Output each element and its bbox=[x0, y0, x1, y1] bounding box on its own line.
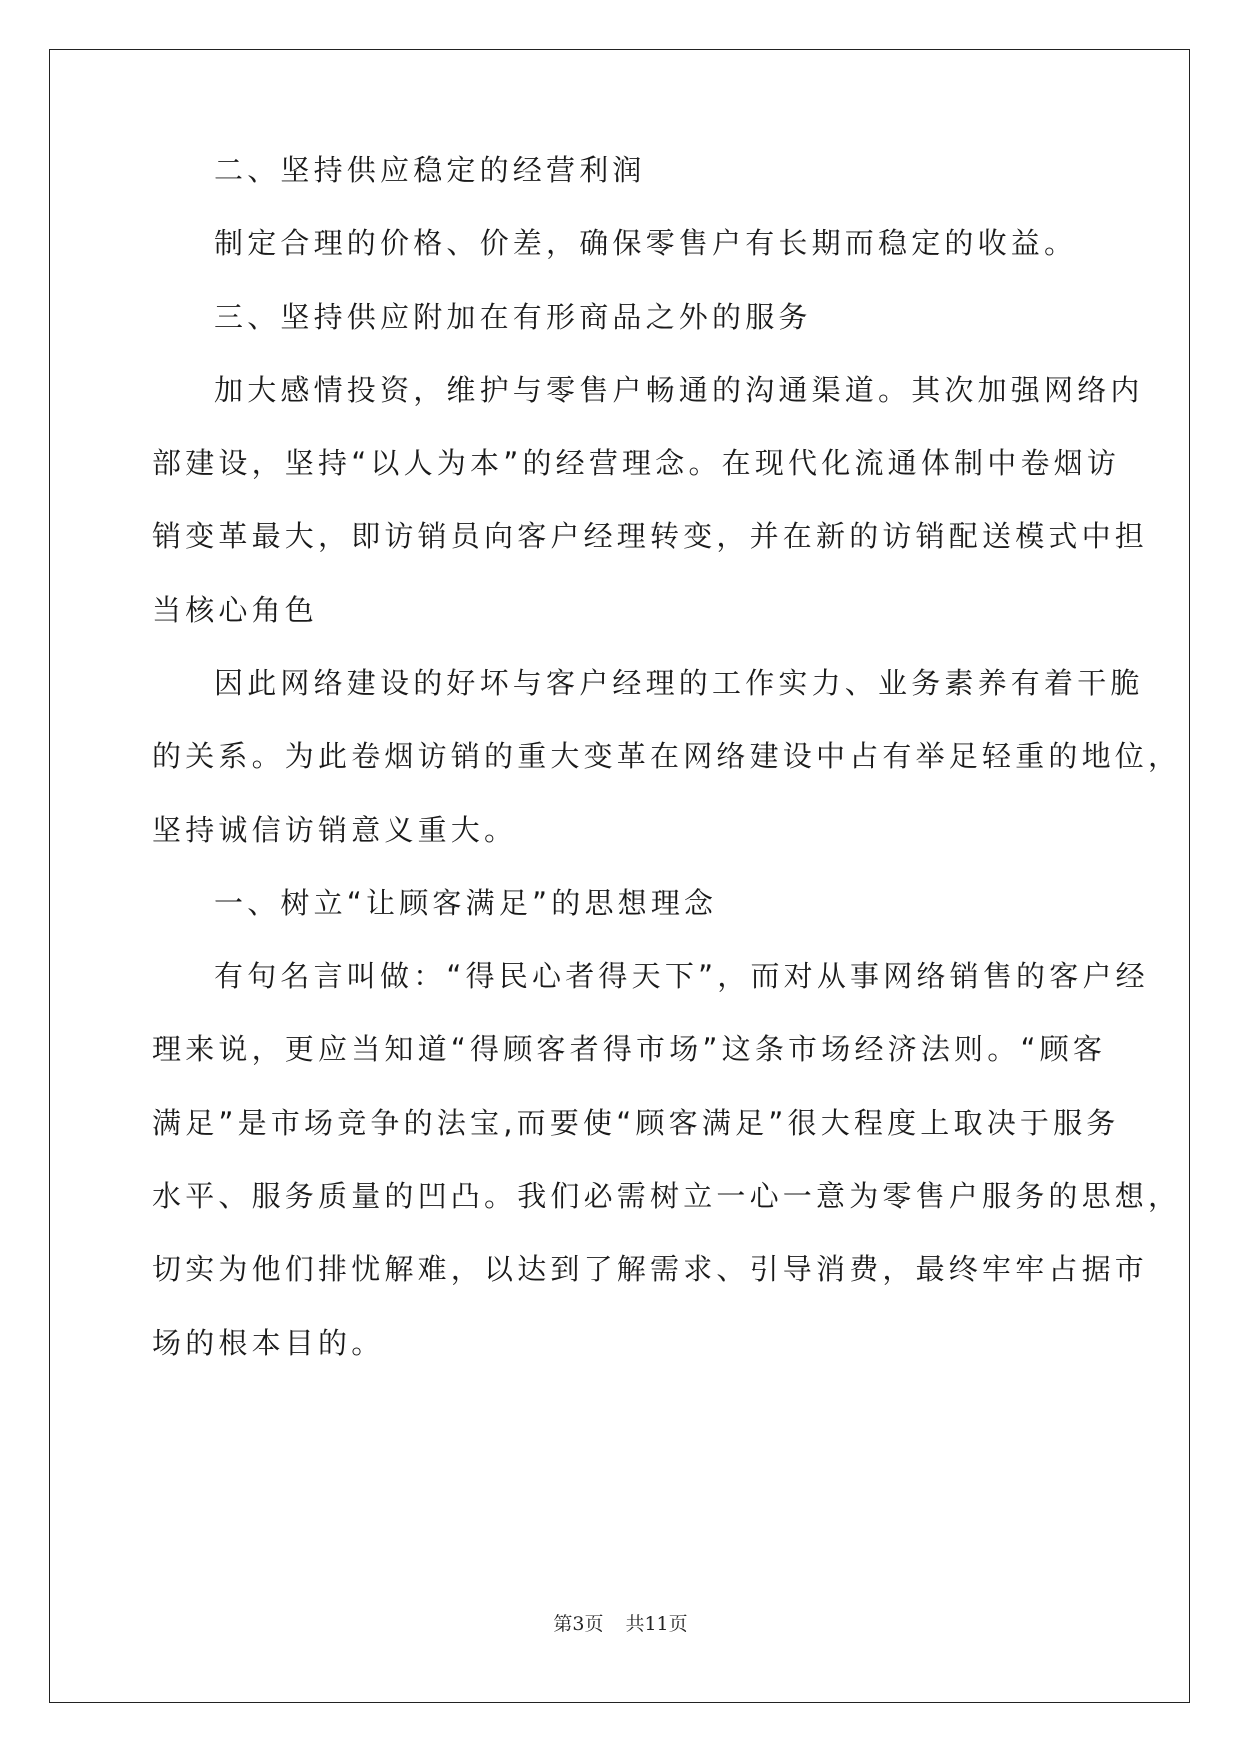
paragraph-line: 场的根本目的。 bbox=[152, 1326, 385, 1360]
heading-1: 一、树立“让顾客满足”的思想理念 bbox=[214, 886, 718, 920]
paragraph-line: 满足”是市场竞争的法宝,而要使“顾客满足”很大程度上取决于服务 bbox=[152, 1106, 1120, 1140]
paragraph-line: 坚持诚信访销意义重大。 bbox=[152, 813, 518, 847]
paragraph-line: 部建设，坚持“以人为本”的经营理念。在现代化流通体制中卷烟访 bbox=[152, 446, 1121, 480]
paragraph-line: 的关系。为此卷烟访销的重大变革在网络建设中占有举足轻重的地位， bbox=[152, 739, 1182, 773]
paragraph-line: 有句名言叫做：“得民心者得天下”，而对从事网络销售的客户经 bbox=[214, 959, 1149, 993]
heading-2: 二、坚持供应稳定的经营利润 bbox=[214, 153, 646, 187]
paragraph-line: 制定合理的价格、价差，确保零售户有长期而稳定的收益。 bbox=[214, 226, 1078, 260]
paragraph-line: 当核心角色 bbox=[152, 593, 319, 627]
heading-3: 三、坚持供应附加在有形商品之外的服务 bbox=[214, 300, 812, 334]
paragraph-line: 理来说，更应当知道“得顾客者得市场”这条市场经济法则。“顾客 bbox=[152, 1032, 1107, 1066]
paragraph-line: 水平、服务质量的凹凸。我们必需树立一心一意为零售户服务的思想， bbox=[152, 1179, 1182, 1213]
paragraph-line: 切实为他们排忧解难，以达到了解需求、引导消费，最终牢牢占据市 bbox=[152, 1252, 1149, 1286]
page-footer bbox=[0, 1609, 1241, 1636]
paragraph-line: 加大感情投资，维护与零售户畅通的沟通渠道。其次加强网络内 bbox=[214, 373, 1144, 407]
page-total: 共11页 bbox=[625, 1613, 688, 1635]
paragraph-line: 因此网络建设的好坏与客户经理的工作实力、业务素养有着干脆 bbox=[214, 666, 1144, 700]
page-number: 第3页 bbox=[553, 1613, 604, 1635]
paragraph-line: 销变革最大，即访销员向客户经理转变，并在新的访销配送模式中担 bbox=[152, 519, 1149, 553]
